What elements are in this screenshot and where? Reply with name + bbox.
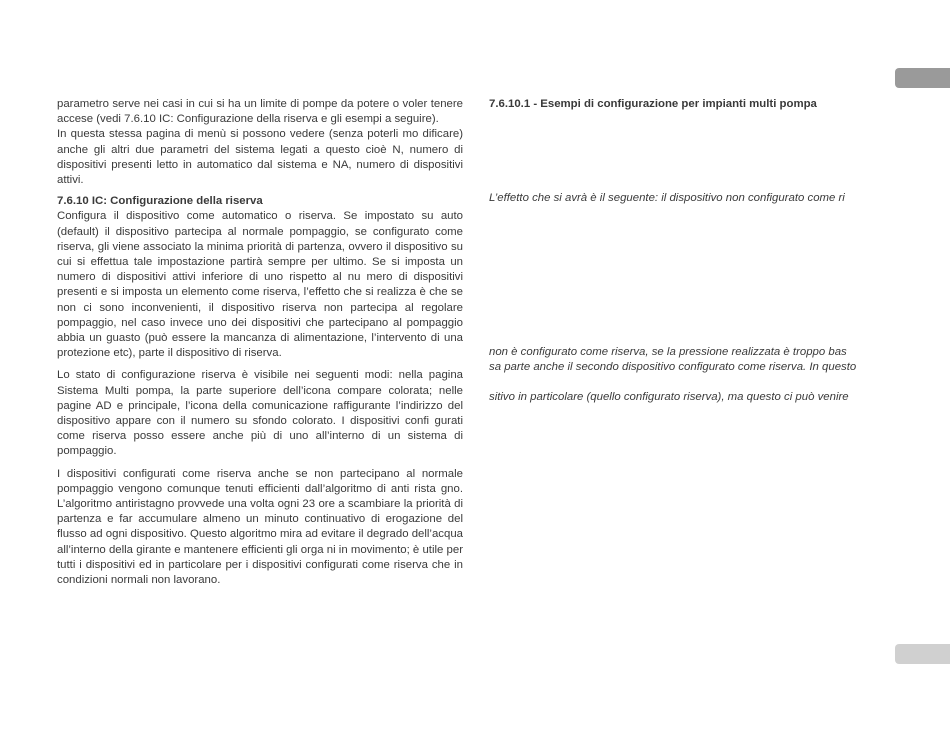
- text-fragment-effect: L’effetto che si avrà è il seguente: il dispositivo non configurato come ri: [489, 192, 845, 204]
- paragraph-reserve-status: Lo stato di configurazione riserva è visibile nei seguenti modi: nella pagina Sistema Multi pompa, la parte superiore dell’icona compare colorata; nelle pagine AD e principale, l’icona della comunicazione raffigurante l’indirizzo del dispositivo appare con il numero su sfondo colorato. I dispositivi confi gurati come riserva posso essere anche più di uno all’interno di un sistema di pompaggio.: [57, 369, 463, 458]
- page-tab-marker: [895, 68, 950, 88]
- section-heading-ic: 7.6.10 IC: Configurazione della riserva: [57, 195, 263, 208]
- text-fragment-particular-device: sitivo in particolare (quello configurato riserva), ma questo ci può venire: [489, 391, 849, 403]
- paragraph-pump-limit: parametro serve nei casi in cui si ha un limite di pompe da potere o voler tenere accese (vedi 7.6.10 IC: Configurazione della riserva e gli esempi a seguire).: [57, 98, 463, 126]
- page-number-tab: [895, 644, 950, 664]
- paragraph-reserve-config: Configura il dispositivo come automatico o riserva. Se impostato su auto (default) il dispositivo partecipa al normale pompaggio, se configurato come riserva, gli viene associato la minima priorità di partenza, ovvero il dispositivo su cui si effettua tale impostazione partirà sempre per ultimo. Se si imposta un numero di dispositivi attivi inferiore di uno rispetto al nu mero di dispositivi presenti e si imposta un elemento come riserva, l’effetto che si realizza è che se non ci sono inconvenienti, il dispositivo riserva non partecipa al regolare pompaggio, nel caso invece uno dei dispositivi che partecipano al pompaggio abbia un guasto (può essere la mancanza di alimentazione, l’intervento di una protezione etc), parte il dispositivo di riserva.: [57, 210, 463, 360]
- paragraph-other-parameters: In questa stessa pagina di menù si possono vedere (senza poterli mo dificare) anche gli altri due parametri del sistema legati a questo cioè N, numero di dispositivi presenti letto in automatico dal sistema e NA, numero di dispositivi attivi.: [57, 128, 463, 187]
- section-heading-examples: 7.6.10.1 - Esempi di configurazione per impianti multi pompa: [489, 98, 817, 110]
- left-column: [57, 97, 463, 588]
- text-fragment-second-device: sa parte anche il secondo dispositivo configurato come riserva. In questo: [489, 361, 857, 373]
- text-fragment-pressure: non è configurato come riserva, se la pressione realizzata è troppo bas: [489, 346, 847, 358]
- paragraph-anti-stagnation: I dispositivi configurati come riserva anche se non partecipano al normale pompaggio vengono comunque tenuti efficienti dall’algoritmo di anti rista gno. L’algoritmo antiristagno provvede una volta ogni 23 ore a scambiare la priorità di partenza e far accumulare almeno un minuto continuativo di erogazione del flusso ad ogni dispositivo. Questo algoritmo mira ad evitare il degrado dell’acqua all’interno della girante e mantenere efficienti gli orga ni in movimento; è utile per tutti i dispositivi ed in particolare per i dispositivi configurati come riserva che in condizioni normali non lavorano.: [57, 467, 463, 587]
